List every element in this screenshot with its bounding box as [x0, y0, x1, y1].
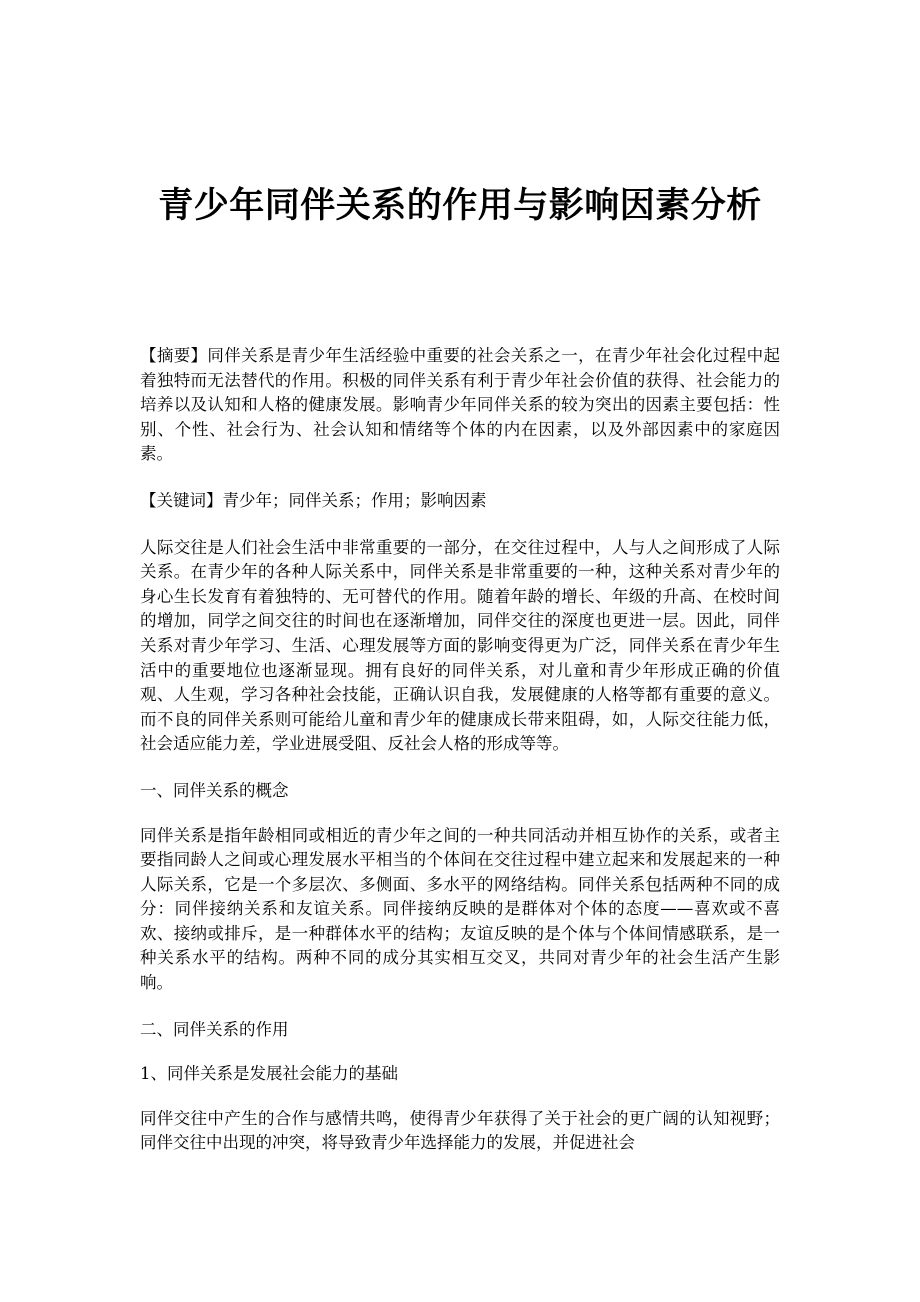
section-heading-concept: 一、同伴关系的概念 — [140, 780, 289, 800]
subsection-heading-social-ability: 1、同伴关系是发展社会能力的基础 — [140, 1064, 398, 1084]
document-body — [140, 344, 780, 1178]
concept-paragraph: 同伴关系是指年龄相同或相近的青少年之间的一种共同活动并相互协作的关系，或者主要指同龄人之间或心理发展水平相当的个体间在交往过程中建立起来和发展起来的一种人际关系，它是一个多层次、多侧面、多水平的网络结构。同伴关系包括两种不同的成分：同伴接纳关系和友谊关系。同伴接纳反映的是群体对个体的态度——喜欢或不喜欢、接纳或排斥，是一种群体水平的结构；友谊反映的是个体与个体间情感联系，是一种关系水平的结构。两种不同的成分其实相互交叉，共同对青少年的社会生活产生影响。 — [140, 825, 780, 993]
keywords-paragraph: 【关键词】青少年；同伴关系；作用；影响因素 — [140, 490, 487, 510]
document-title: 青少年同伴关系的作用与影响因素分析 — [158, 185, 762, 226]
social-ability-paragraph: 同伴交往中产生的合作与感情共鸣，使得青少年获得了关于社会的更广阔的认知视野；同伴交往中出现的冲突，将导致青少年选择能力的发展，并促进社会 — [140, 1108, 780, 1153]
intro-paragraph: 人际交往是人们社会生活中非常重要的一部分，在交往过程中，人与人之间形成了人际关系。在青少年的各种人际关系中，同伴关系是非常重要的一种，这种关系对青少年的身心生长发育有着独特的、无可替代的作用。随着年龄的增长、年级的升高、在校时间的增加，同学之间交往的时间也在逐渐增加，同伴交往的深度也更进一层。因此，同伴关系对青少年学习、生活、心理发展等方面的影响变得更为广泛，同伴关系在青少年生活中的重要地位也逐渐显现。拥有良好的同伴关系，对儿童和青少年形成正确的价值观、人生观，学习各种社会技能，正确认识自我，发展健康的人格等都有重要的意义。而不良的同伴关系则可能给儿童和青少年的健康成长带来阻碍，如，人际交往能力低，社会适应能力差，学业进展受阻、反社会人格的形成等等。 — [140, 537, 780, 754]
section-heading-role: 二、同伴关系的作用 — [140, 1019, 289, 1039]
abstract-paragraph: 【摘要】同伴关系是青少年生活经验中重要的社会关系之一，在青少年社会化过程中起着独特而无法替代的作用。积极的同伴关系有利于青少年社会价值的获得、社会能力的培养以及认知和人格的健康发展。影响青少年同伴关系的较为突出的因素主要包括：性别、个性、社会行为、社会认知和情绪等个体的内在因素，以及外部因素中的家庭因素。 — [140, 346, 780, 464]
